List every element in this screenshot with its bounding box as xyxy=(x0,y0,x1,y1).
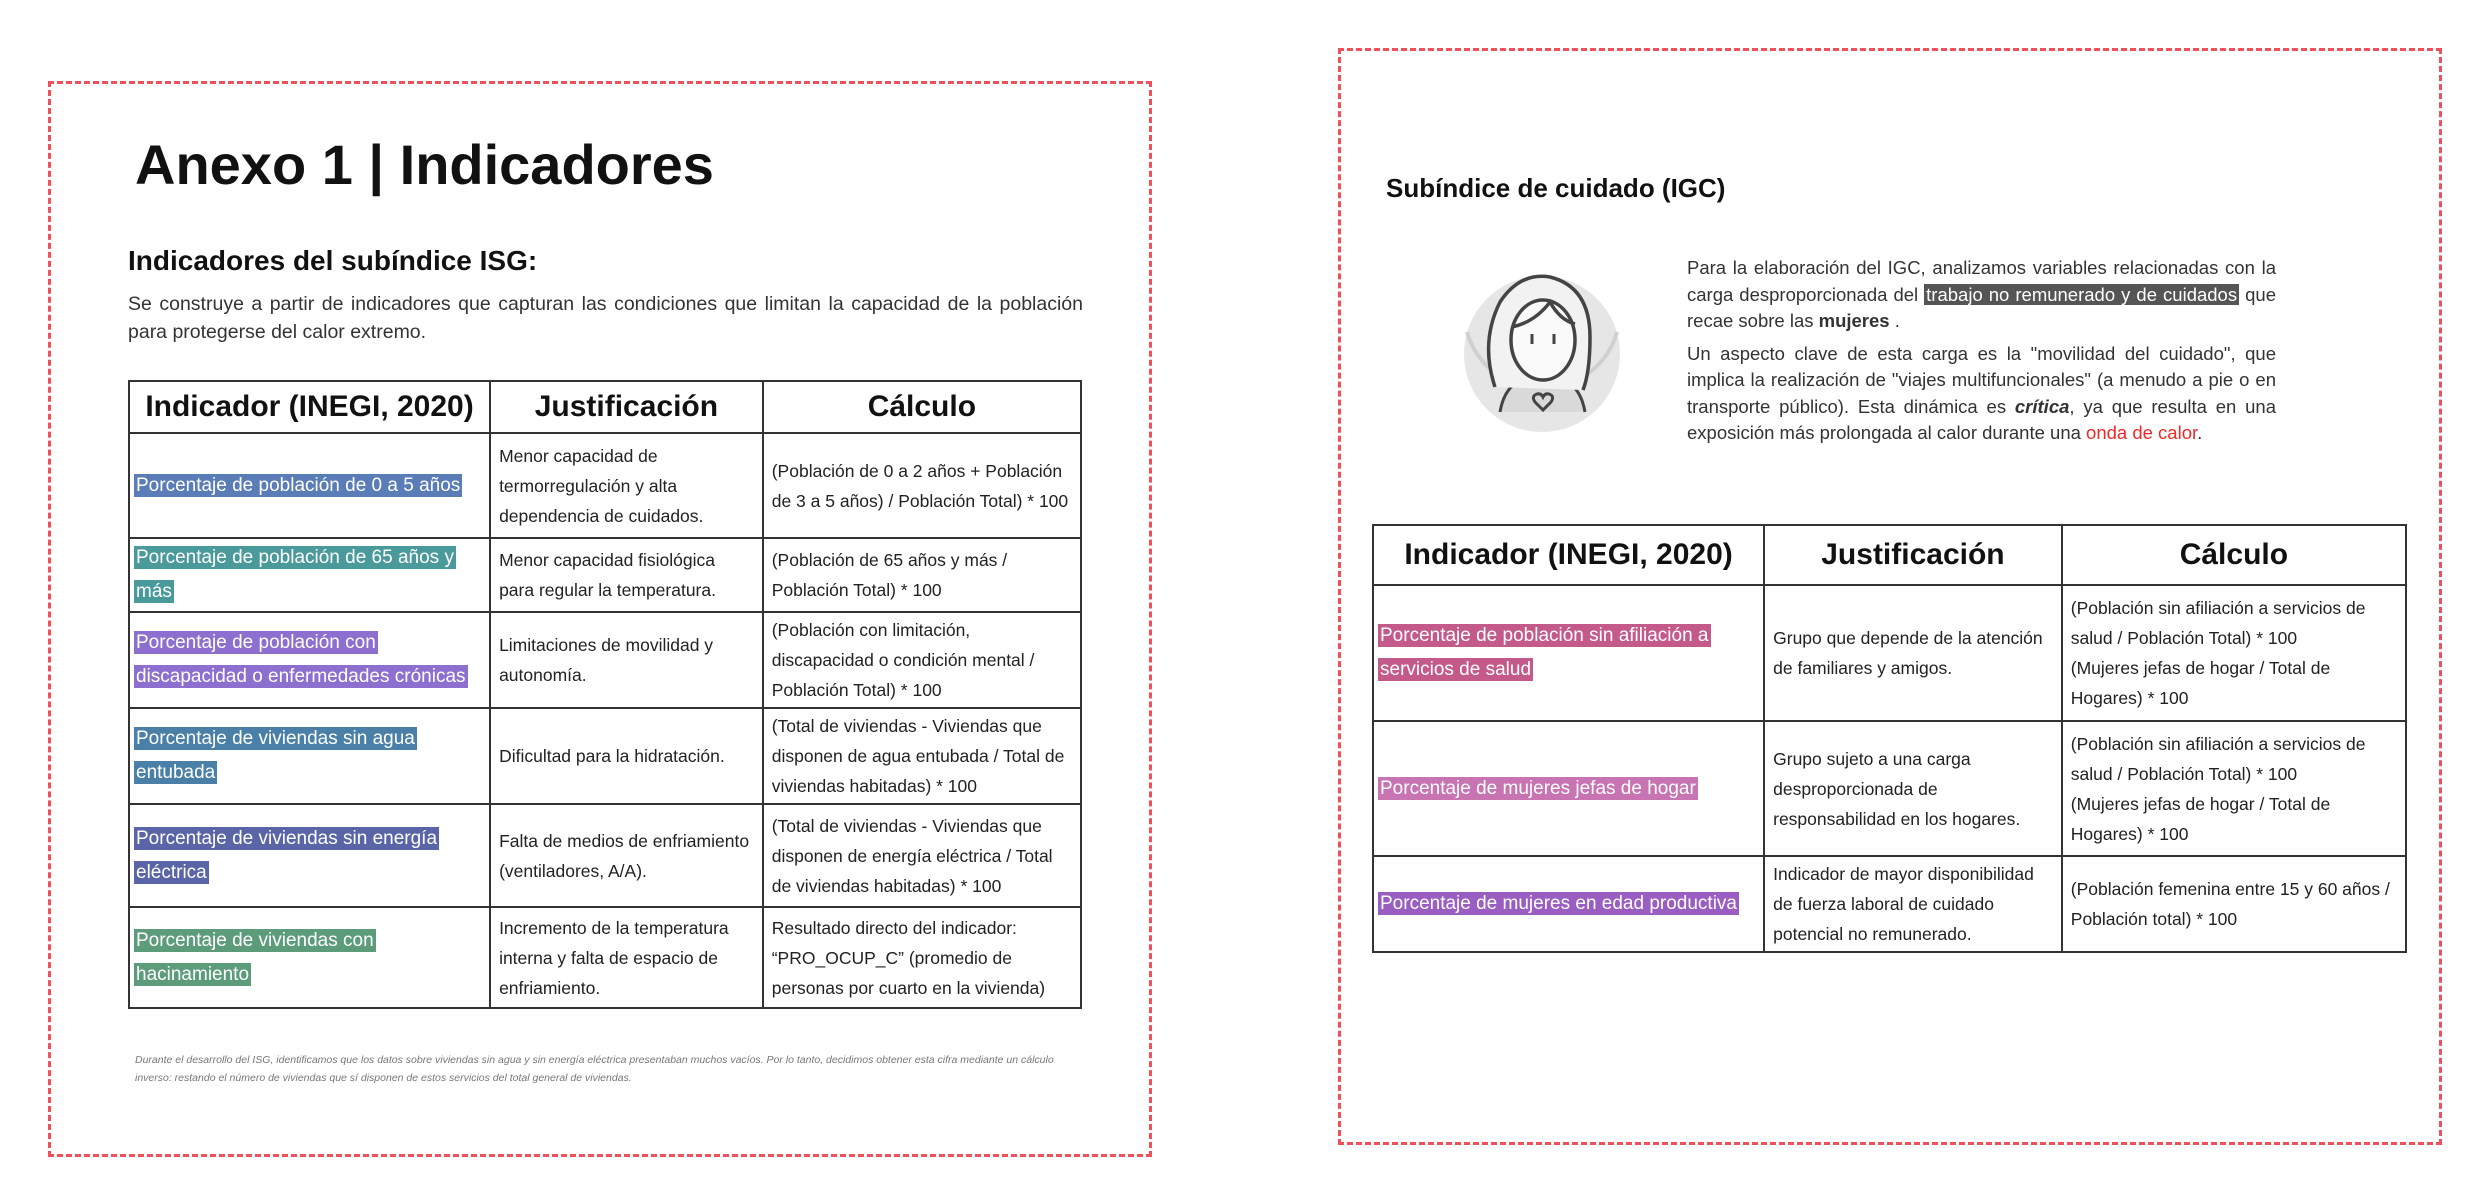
table-row xyxy=(1373,585,2406,721)
indicator-label: Porcentaje de mujeres en edad productiva xyxy=(1380,893,1738,914)
calculation-formula: (Población sin afiliación a servicios de salud / Población Total) * 100 xyxy=(2070,598,2366,648)
indicator-cell xyxy=(129,804,490,907)
justification-cell: Indicador de mayor disponibilidad de fuerza laboral de cuidado potencial no remunerado. xyxy=(1764,856,2062,952)
text: que recae sobre las xyxy=(1687,283,2277,331)
calculation-formula: (Mujeres jefas de hogar / Total de Hogares) * 100 xyxy=(2070,793,2331,844)
table-row xyxy=(129,708,1081,804)
calculation-formula: (Mujeres jefas de hogar / Total de Hogares) * 100 xyxy=(2070,658,2331,708)
header-calculo: Cálculo xyxy=(2062,525,2406,585)
calculation-cell xyxy=(2062,585,2406,721)
calculation-cell: Resultado directo del indicador: “PRO_OCUP_C” (promedio de personas por cuarto en la vivienda) xyxy=(763,907,1081,1008)
justification-cell: Dificultad para la hidratación. xyxy=(490,708,763,804)
justification-cell: Menor capacidad de termorregulación y alta dependencia de cuidados. xyxy=(490,433,763,538)
table-row xyxy=(1373,721,2406,856)
justification-cell: Incremento de la temperatura interna y falta de espacio de enfriamiento. xyxy=(490,907,763,1008)
intro-paragraph: Se construye a partir de indicadores que capturan las condiciones que limitan la capacidad de la población para protegerse del calor extremo. xyxy=(128,293,1083,343)
highlighted-text: trabajo no remunerado y de cuidados xyxy=(1926,283,2238,305)
table-row xyxy=(129,433,1081,538)
woman-avatar-icon xyxy=(1455,262,1630,437)
isg-indicators-table xyxy=(128,380,1082,1009)
justification-cell: Grupo que depende de la atención de familiares y amigos. xyxy=(1764,585,2062,721)
text: , ya que resulta en una exposición más prolongada al calor durante una xyxy=(1687,395,2276,443)
calculation-formula: (Población sin afiliación a servicios de salud / Población Total) * 100 xyxy=(2070,733,2366,784)
indicator-cell xyxy=(129,433,490,538)
igc-indicators-table xyxy=(1372,524,2407,953)
indicator-label: Porcentaje de viviendas sin agua entubada xyxy=(136,728,415,783)
header-justificacion: Justificación xyxy=(490,381,763,433)
text: . xyxy=(2197,422,2203,443)
section-title: Subíndice de cuidado (IGC) xyxy=(1386,173,1726,203)
calculation-cell: (Población con limitación, discapacidad o condición mental / Población Total) * 100 xyxy=(763,612,1081,708)
header-indicador: Indicador (INEGI, 2020) xyxy=(129,381,490,433)
table-header-row xyxy=(1373,525,2406,585)
table-row xyxy=(1373,856,2406,952)
emphasis-text: crítica xyxy=(2014,395,2070,417)
table-row xyxy=(129,612,1081,708)
table-row xyxy=(129,538,1081,612)
red-text: onda de calor xyxy=(2086,422,2198,443)
indicator-label: Porcentaje de viviendas con hacinamiento xyxy=(136,929,374,985)
indicator-cell xyxy=(129,708,490,804)
table-header-row xyxy=(129,381,1081,433)
calculation-formula: (Población femenina entre 15 y 60 años / Población total) * 100 xyxy=(2070,879,2390,929)
text: Un aspecto clave de esta carga es la "movilidad del cuidado", que implica la realización de "viajes multifuncionales" (a menudo a pie o en transporte público). Esta dinámica es xyxy=(1687,342,2276,417)
justification-cell: Grupo sujeto a una carga desproporcionada de responsabilidad en los hogares. xyxy=(1764,721,2062,856)
indicator-label: Porcentaje de población sin afiliación a servicios de salud xyxy=(1380,625,1709,680)
table-row xyxy=(129,907,1081,1008)
bold-text: mujeres xyxy=(1818,310,1890,331)
indicator-label: Porcentaje de población de 0 a 5 años xyxy=(136,474,461,496)
text: . xyxy=(1889,310,1900,331)
header-justificacion: Justificación xyxy=(1764,525,2062,585)
justification-cell: Menor capacidad fisiológica para regular la temperatura. xyxy=(490,538,763,612)
indicator-cell xyxy=(1373,585,1764,721)
calculation-cell xyxy=(2062,721,2406,856)
footnote: Durante el desarrollo del ISG, identificamos que los datos sobre viviendas sin agua y sin energía eléctrica presentaban muchos vacíos. Por lo tanto, decidimos obtener esta cifra mediante un cálculo inverso: restando el número de viviendas que sí disponen de estos servicios del total general de viviendas. xyxy=(135,1054,1054,1084)
indicator-label: Porcentaje de mujeres jefas de hogar xyxy=(1380,777,1696,799)
header-indicador: Indicador (INEGI, 2020) xyxy=(1373,525,1764,585)
indicator-label: Porcentaje de población de 65 años y más xyxy=(136,547,454,602)
justification-cell: Limitaciones de movilidad y autonomía. xyxy=(490,612,763,708)
calculation-cell: (Población de 65 años y más / Población Total) * 100 xyxy=(763,538,1081,612)
indicator-cell xyxy=(1373,721,1764,856)
header-calculo: Cálculo xyxy=(763,381,1081,433)
calculation-cell: (Total de viviendas - Viviendas que disponen de energía eléctrica / Total de viviendas habitadas) * 100 xyxy=(763,804,1081,907)
calculation-cell: (Población de 0 a 2 años + Población de 3 a 5 años) / Población Total) * 100 xyxy=(763,433,1081,538)
paragraph-2 xyxy=(1687,341,2276,447)
paragraph-1 xyxy=(1687,255,2276,335)
indicator-label: Porcentaje de viviendas sin energía eléctrica xyxy=(136,827,438,883)
indicator-cell xyxy=(1373,856,1764,952)
section-subtitle: Indicadores del subíndice ISG: xyxy=(128,245,538,276)
calculation-cell: (Total de viviendas - Viviendas que disponen de agua entubada / Total de viviendas habitadas) * 100 xyxy=(763,708,1081,804)
indicator-cell xyxy=(129,538,490,612)
calculation-cell xyxy=(2062,856,2406,952)
justification-cell: Falta de medios de enfriamiento (ventiladores, A/A). xyxy=(490,804,763,907)
igc-description xyxy=(1687,255,2276,453)
text: Para la elaboración del IGC, analizamos variables relacionadas con la carga desproporcionada del xyxy=(1687,257,2276,305)
indicator-cell xyxy=(129,907,490,1008)
indicator-cell xyxy=(129,612,490,708)
indicator-label: Porcentaje de población con discapacidad o enfermedades crónicas xyxy=(136,632,466,687)
table-row xyxy=(129,804,1081,907)
page-title: Anexo 1 | Indicadores xyxy=(135,133,714,196)
